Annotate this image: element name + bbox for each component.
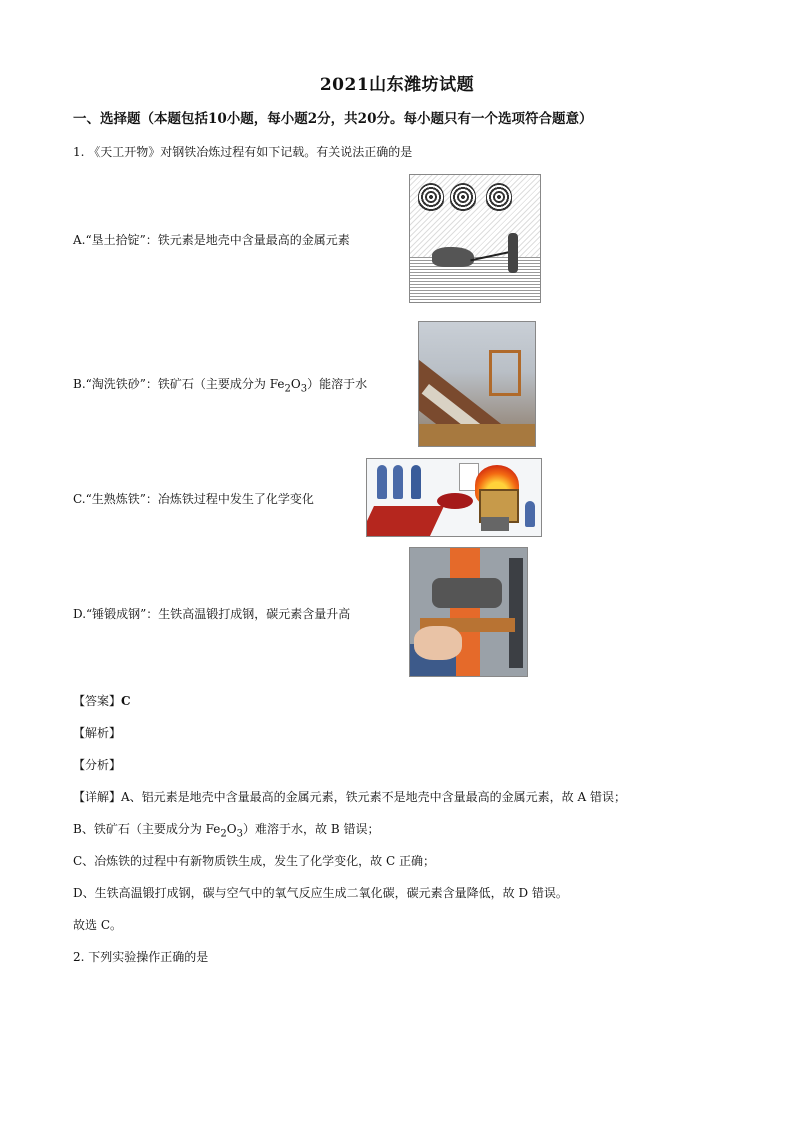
- subscript-2: 2: [220, 828, 227, 840]
- subscript-3: 3: [300, 383, 308, 395]
- option-d: D.“锤锻成钢”：生铁高温锻打成钢，碳元素含量升高: [73, 607, 351, 621]
- option-a: A.“垦土拾锭”：铁元素是地壳中含量最高的金属元素: [73, 233, 350, 247]
- page-title: 2021山东潍坊试题: [319, 75, 475, 95]
- forging-machine-photo: [409, 547, 528, 677]
- detail-label: 【详解】: [73, 790, 122, 804]
- option-b-oxygen: O: [290, 377, 301, 391]
- subscript-3: 3: [236, 828, 243, 840]
- detail-b-line: [73, 820, 379, 839]
- detail-a-line: [73, 788, 626, 805]
- detail-c-line: C、冶炼铁的过程中有新物质铁生成，发生了化学变化，故 C 正确；: [73, 854, 435, 868]
- detail-b-pre: B、铁矿石（主要成分为 Fe: [73, 822, 221, 836]
- answer-label: 【答案】: [73, 694, 122, 708]
- woodcut-plowing-illustration: [409, 174, 541, 303]
- option-b-text-post: ）能溶于水: [307, 377, 368, 391]
- fenxi-label: 【分析】: [73, 758, 122, 772]
- question-1-stem: 1. 《天工开物》对钢铁冶炼过程有如下记载。有关说法正确的是: [73, 145, 413, 159]
- option-b: [73, 375, 367, 394]
- question-2-stem: 2. 下列实验操作正确的是: [73, 950, 209, 964]
- answer-line: [73, 692, 131, 709]
- subscript-2: 2: [284, 383, 291, 395]
- ore-washing-photo: [418, 321, 536, 447]
- analysis-label: 【解析】: [73, 726, 122, 740]
- iron-smelting-cartoon: [366, 458, 542, 537]
- answer-value: C: [121, 694, 131, 708]
- conclusion-line: 故选 C。: [73, 918, 122, 932]
- detail-a-text: A、铝元素是地壳中含量最高的金属元素，铁元素不是地壳中含量最高的金属元素，故 A 错误；: [121, 790, 626, 804]
- option-c: C.“生熟炼铁”：冶炼铁过程中发生了化学变化: [73, 492, 314, 506]
- detail-b-oxygen: O: [226, 822, 237, 836]
- detail-b-post: ）难溶于水，故 B 错误；: [243, 822, 380, 836]
- option-b-text-pre: B.“淘洗铁砂”：铁矿石（主要成分为 Fe: [73, 377, 285, 391]
- detail-d-line: D、生铁高温锻打成钢，碳与空气中的氧气反应生成二氧化碳，碳元素含量降低，故 D 错误。: [73, 886, 568, 900]
- section-heading: 一、选择题（本题包括10小题，每小题2分，共20分。每小题只有一个选项符合题意）: [73, 111, 593, 127]
